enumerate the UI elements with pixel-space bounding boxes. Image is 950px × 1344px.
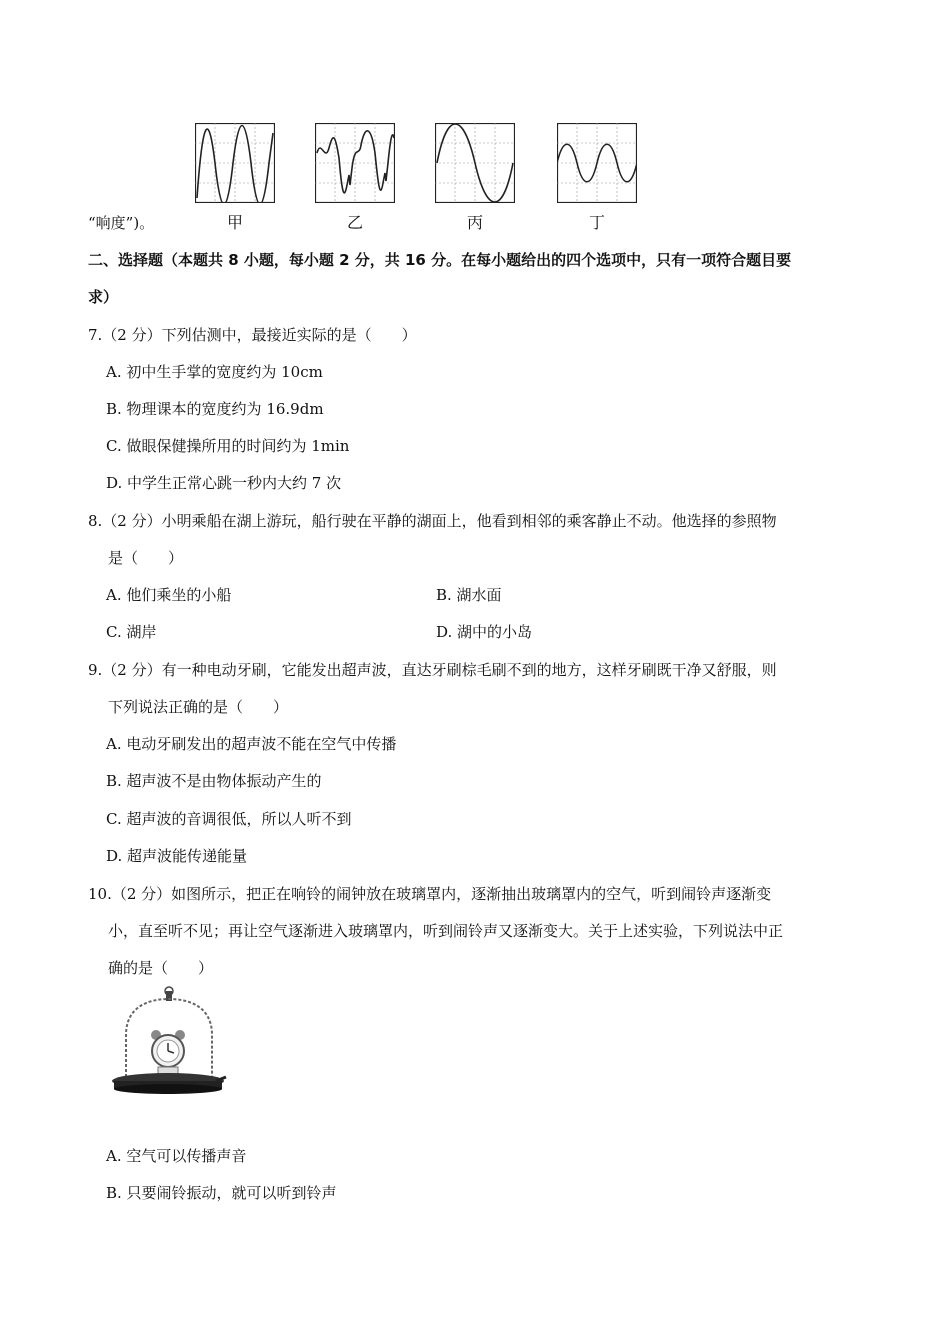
waveform-label-jia: 甲 (226, 213, 243, 232)
section-heading-cont: 求） (88, 288, 119, 306)
q7-option-d: D. 中学生正常心跳一秒内大约 7 次 (106, 474, 342, 492)
waveform-jia (195, 123, 275, 203)
waveform-yi (315, 123, 395, 203)
q9-option-d: D. 超声波能传递能量 (106, 847, 248, 865)
q9-option-c: C. 超声波的音调很低，所以人听不到 (106, 810, 352, 828)
q10-stem-cont1: 小，直至听不见；再让空气逐渐进入玻璃罩内，听到闹铃声又逐渐变大。关于上述实验，下列说法中正 (108, 922, 784, 940)
q8-option-a: A. 他们乘坐的小船 (106, 586, 232, 604)
q9-stem-cont: 下列说法正确的是（ ） (108, 698, 289, 716)
waveform-trailing-text: “响度”)。 (88, 214, 155, 232)
waveform-label-bing: 丙 (466, 213, 483, 232)
waveform-ding (557, 123, 637, 203)
q7-option-c: C. 做眼保健操所用的时间约为 1min (106, 437, 350, 455)
q7-stem: 7.（2 分）下列估测中，最接近实际的是（ ） (88, 326, 417, 344)
bell-jar-illustration (108, 985, 228, 1095)
q9-option-b: B. 超声波不是由物体振动产生的 (106, 772, 322, 790)
section-heading: 二、选择题（本题共 8 小题，每小题 2 分，共 16 分。在每小题给出的四个选项中，只有一项符合题目要 (88, 251, 792, 269)
q10-stem-cont2: 确的是（ ） (108, 959, 214, 977)
q10-stem: 10.（2 分）如图所示，把正在响铃的闹钟放在玻璃罩内，逐渐抽出玻璃罩内的空气，听到闹铃声逐渐变 (88, 885, 772, 903)
waveform-bing (435, 123, 515, 203)
q9-stem: 9.（2 分）有一种电动牙刷，它能发出超声波，直达牙刷棕毛刷不到的地方，这样牙刷既干净又舒服，则 (88, 661, 777, 679)
q8-option-c: C. 湖岸 (106, 623, 157, 641)
waveform-label-ding: 丁 (588, 213, 605, 232)
q10-option-a: A. 空气可以传播声音 (106, 1147, 247, 1165)
q10-option-b: B. 只要闹铃振动，就可以听到铃声 (106, 1184, 337, 1202)
q7-option-a: A. 初中生手掌的宽度约为 10cm (106, 363, 323, 381)
q9-option-a: A. 电动牙刷发出的超声波不能在空气中传播 (106, 735, 397, 753)
waveform-label-yi: 乙 (346, 213, 363, 232)
q8-option-b: B. 湖水面 (436, 586, 502, 604)
q8-stem: 8.（2 分）小明乘船在湖上游玩，船行驶在平静的湖面上，他看到相邻的乘客静止不动。他选择的参照物 (88, 512, 777, 530)
waveform-figure (0, 0, 950, 240)
q8-option-d: D. 湖中的小岛 (436, 623, 533, 641)
q8-stem-cont: 是（ ） (108, 549, 184, 567)
q7-option-b: B. 物理课本的宽度约为 16.9dm (106, 400, 324, 418)
